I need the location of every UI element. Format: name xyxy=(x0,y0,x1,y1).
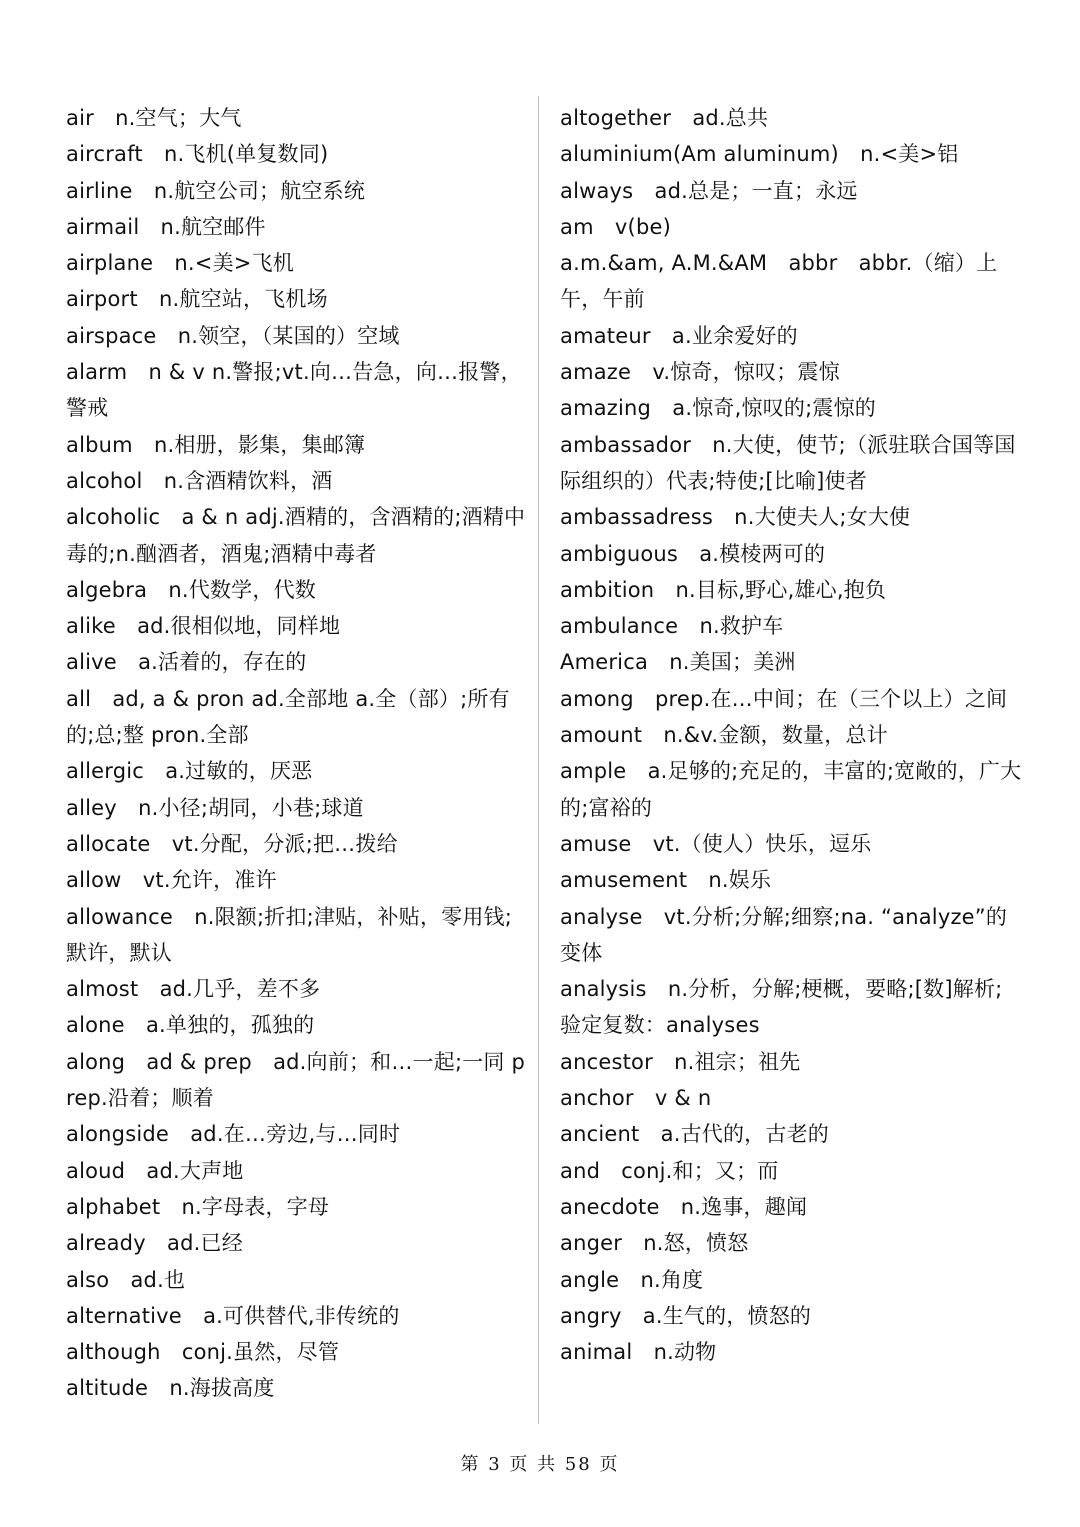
vocabulary-entry: ambassador n.大使，使节;（派驻联合国等国际组织的）代表;特使;[比喻]使者 xyxy=(560,432,1016,493)
vocabulary-entry: also ad.也 xyxy=(66,1267,186,1292)
vocabulary-entry: ancient a.古代的，古老的 xyxy=(560,1122,829,1147)
vocabulary-entry: angry a.生气的，愤怒的 xyxy=(560,1303,812,1328)
vocabulary-entry: analyse vt.分析;分解;细察;na. “analyze”的变体 xyxy=(560,904,1008,965)
vocabulary-entry: ambassadress n.大使夫人;女大使 xyxy=(560,505,911,530)
vocabulary-entry: alone a.单独的，孤独的 xyxy=(66,1013,315,1038)
vocabulary-entry: already ad.已经 xyxy=(66,1231,243,1256)
vocabulary-entry: angle n.角度 xyxy=(560,1267,704,1292)
vocabulary-entry: almost ad.几乎，差不多 xyxy=(66,977,321,1002)
vocabulary-entry: aloud ad.大声地 xyxy=(66,1158,244,1183)
vocabulary-entry: altogether ad.总共 xyxy=(560,106,769,130)
vocabulary-entry: and conj.和；又；而 xyxy=(560,1158,779,1183)
vocabulary-entry: altitude n.海拔高度 xyxy=(66,1376,275,1401)
vocabulary-entry: ambition n.目标,野心,雄心,抱负 xyxy=(560,577,887,602)
vocabulary-entry: along ad & prep ad.向前；和…一起;一同 prep.沿着；顺着 xyxy=(66,1049,526,1111)
vocabulary-entry: alarm n & v n.警报;vt.向…告急，向…报警，警戒 xyxy=(66,360,522,421)
vocabulary-entry: although conj.虽然，尽管 xyxy=(66,1340,340,1365)
vocabulary-entry: aircraft n.飞机(单复数同) xyxy=(66,142,329,167)
vocabulary-entry: album n.相册，影集，集邮簿 xyxy=(66,432,366,457)
vocabulary-entry: allergic a.过敏的，厌恶 xyxy=(66,759,313,784)
vocabulary-entry: always ad.总是；一直；永远 xyxy=(560,178,858,203)
vocabulary-entry: America n.美国；美洲 xyxy=(560,650,796,675)
vocabulary-entry: a.m.&am, A.M.&AM abbr abbr.（缩）上午，午前 xyxy=(560,251,998,312)
vocabulary-entry: analysis n.分析，分解;梗概，要略;[数]解析;验定复数：analyses xyxy=(560,977,1003,1038)
vocabulary-entry: airmail n.航空邮件 xyxy=(66,214,266,239)
vocabulary-entry: ample a.足够的;充足的，丰富的;宽敞的，广大的;富裕的 xyxy=(560,759,1022,820)
vocabulary-entry: amaze v.惊奇，惊叹；震惊 xyxy=(560,360,840,385)
vocabulary-entry: air n.空气；大气 xyxy=(66,106,242,130)
vocabulary-entry: ancestor n.祖宗；祖先 xyxy=(560,1049,801,1074)
vocabulary-entry: am v(be) xyxy=(560,214,671,239)
vocabulary-entry: alive a.活着的，存在的 xyxy=(66,650,307,675)
vocabulary-entry: among prep.在…中间；在（三个以上）之间 xyxy=(560,686,1008,711)
vocabulary-entry: amount n.&v.金额，数量，总计 xyxy=(560,723,888,748)
vocabulary-entry: alike ad.很相似地，同样地 xyxy=(66,614,341,639)
vocabulary-entry: airport n.航空站，飞机场 xyxy=(66,287,328,312)
vocabulary-entry: anecdote n.逸事，趣闻 xyxy=(560,1194,808,1219)
vocabulary-entry: alley n.小径;胡同，小巷;球道 xyxy=(66,795,364,820)
page-number-footer: 第 3 页 共 58 页 xyxy=(460,1454,620,1475)
vocabulary-entry: allow vt.允许，准许 xyxy=(66,868,277,893)
vocabulary-entry: algebra n.代数学，代数 xyxy=(66,577,316,602)
column-divider xyxy=(538,96,539,1424)
vocabulary-entry: alongside ad.在…旁边,与…同时 xyxy=(66,1122,401,1147)
vocabulary-entry: ambiguous a.模棱两可的 xyxy=(560,541,826,566)
vocabulary-entry: airline n.航空公司；航空系统 xyxy=(66,178,366,203)
vocabulary-entry: animal n.动物 xyxy=(560,1340,717,1365)
vocabulary-entry: allocate vt.分配，分派;把…拨给 xyxy=(66,831,398,856)
vocabulary-entry: alcoholic a & n adj.酒精的，含酒精的;酒精中毒的;n.酗酒者，酒鬼;酒精中毒者 xyxy=(66,505,526,566)
vocabulary-entry: airplane n.<美>飞机 xyxy=(66,251,294,276)
vocabulary-entry: allowance n.限额;折扣;津贴，补贴，零用钱;默许，默认 xyxy=(66,904,513,965)
vocabulary-entry: alcohol n.含酒精饮料，酒 xyxy=(66,468,333,493)
vocabulary-entry: ambulance n.救护车 xyxy=(560,614,784,639)
vocabulary-entry: amateur a.业余爱好的 xyxy=(560,323,798,348)
right-column xyxy=(560,100,1022,1370)
vocabulary-entry: anchor v & n xyxy=(560,1086,712,1111)
vocabulary-entry: aluminium(Am aluminum) n.<美>铝 xyxy=(560,142,959,167)
vocabulary-entry: all ad, a & pron ad.全部地 a.全（部）;所有的;总;整 pron.全部 xyxy=(66,686,510,748)
left-column xyxy=(66,100,528,1407)
vocabulary-entry: amazing a.惊奇,惊叹的;震惊的 xyxy=(560,396,876,421)
vocabulary-entry: anger n.怒，愤怒 xyxy=(560,1231,749,1256)
vocabulary-entry: alphabet n.字母表，字母 xyxy=(66,1194,330,1219)
vocabulary-entry: alternative a.可供替代,非传统的 xyxy=(66,1303,400,1328)
vocabulary-entry: amuse vt.（使人）快乐，逗乐 xyxy=(560,831,872,856)
vocabulary-entry: airspace n.领空，（某国的）空域 xyxy=(66,323,400,348)
vocabulary-entry: amusement n.娱乐 xyxy=(560,868,772,893)
